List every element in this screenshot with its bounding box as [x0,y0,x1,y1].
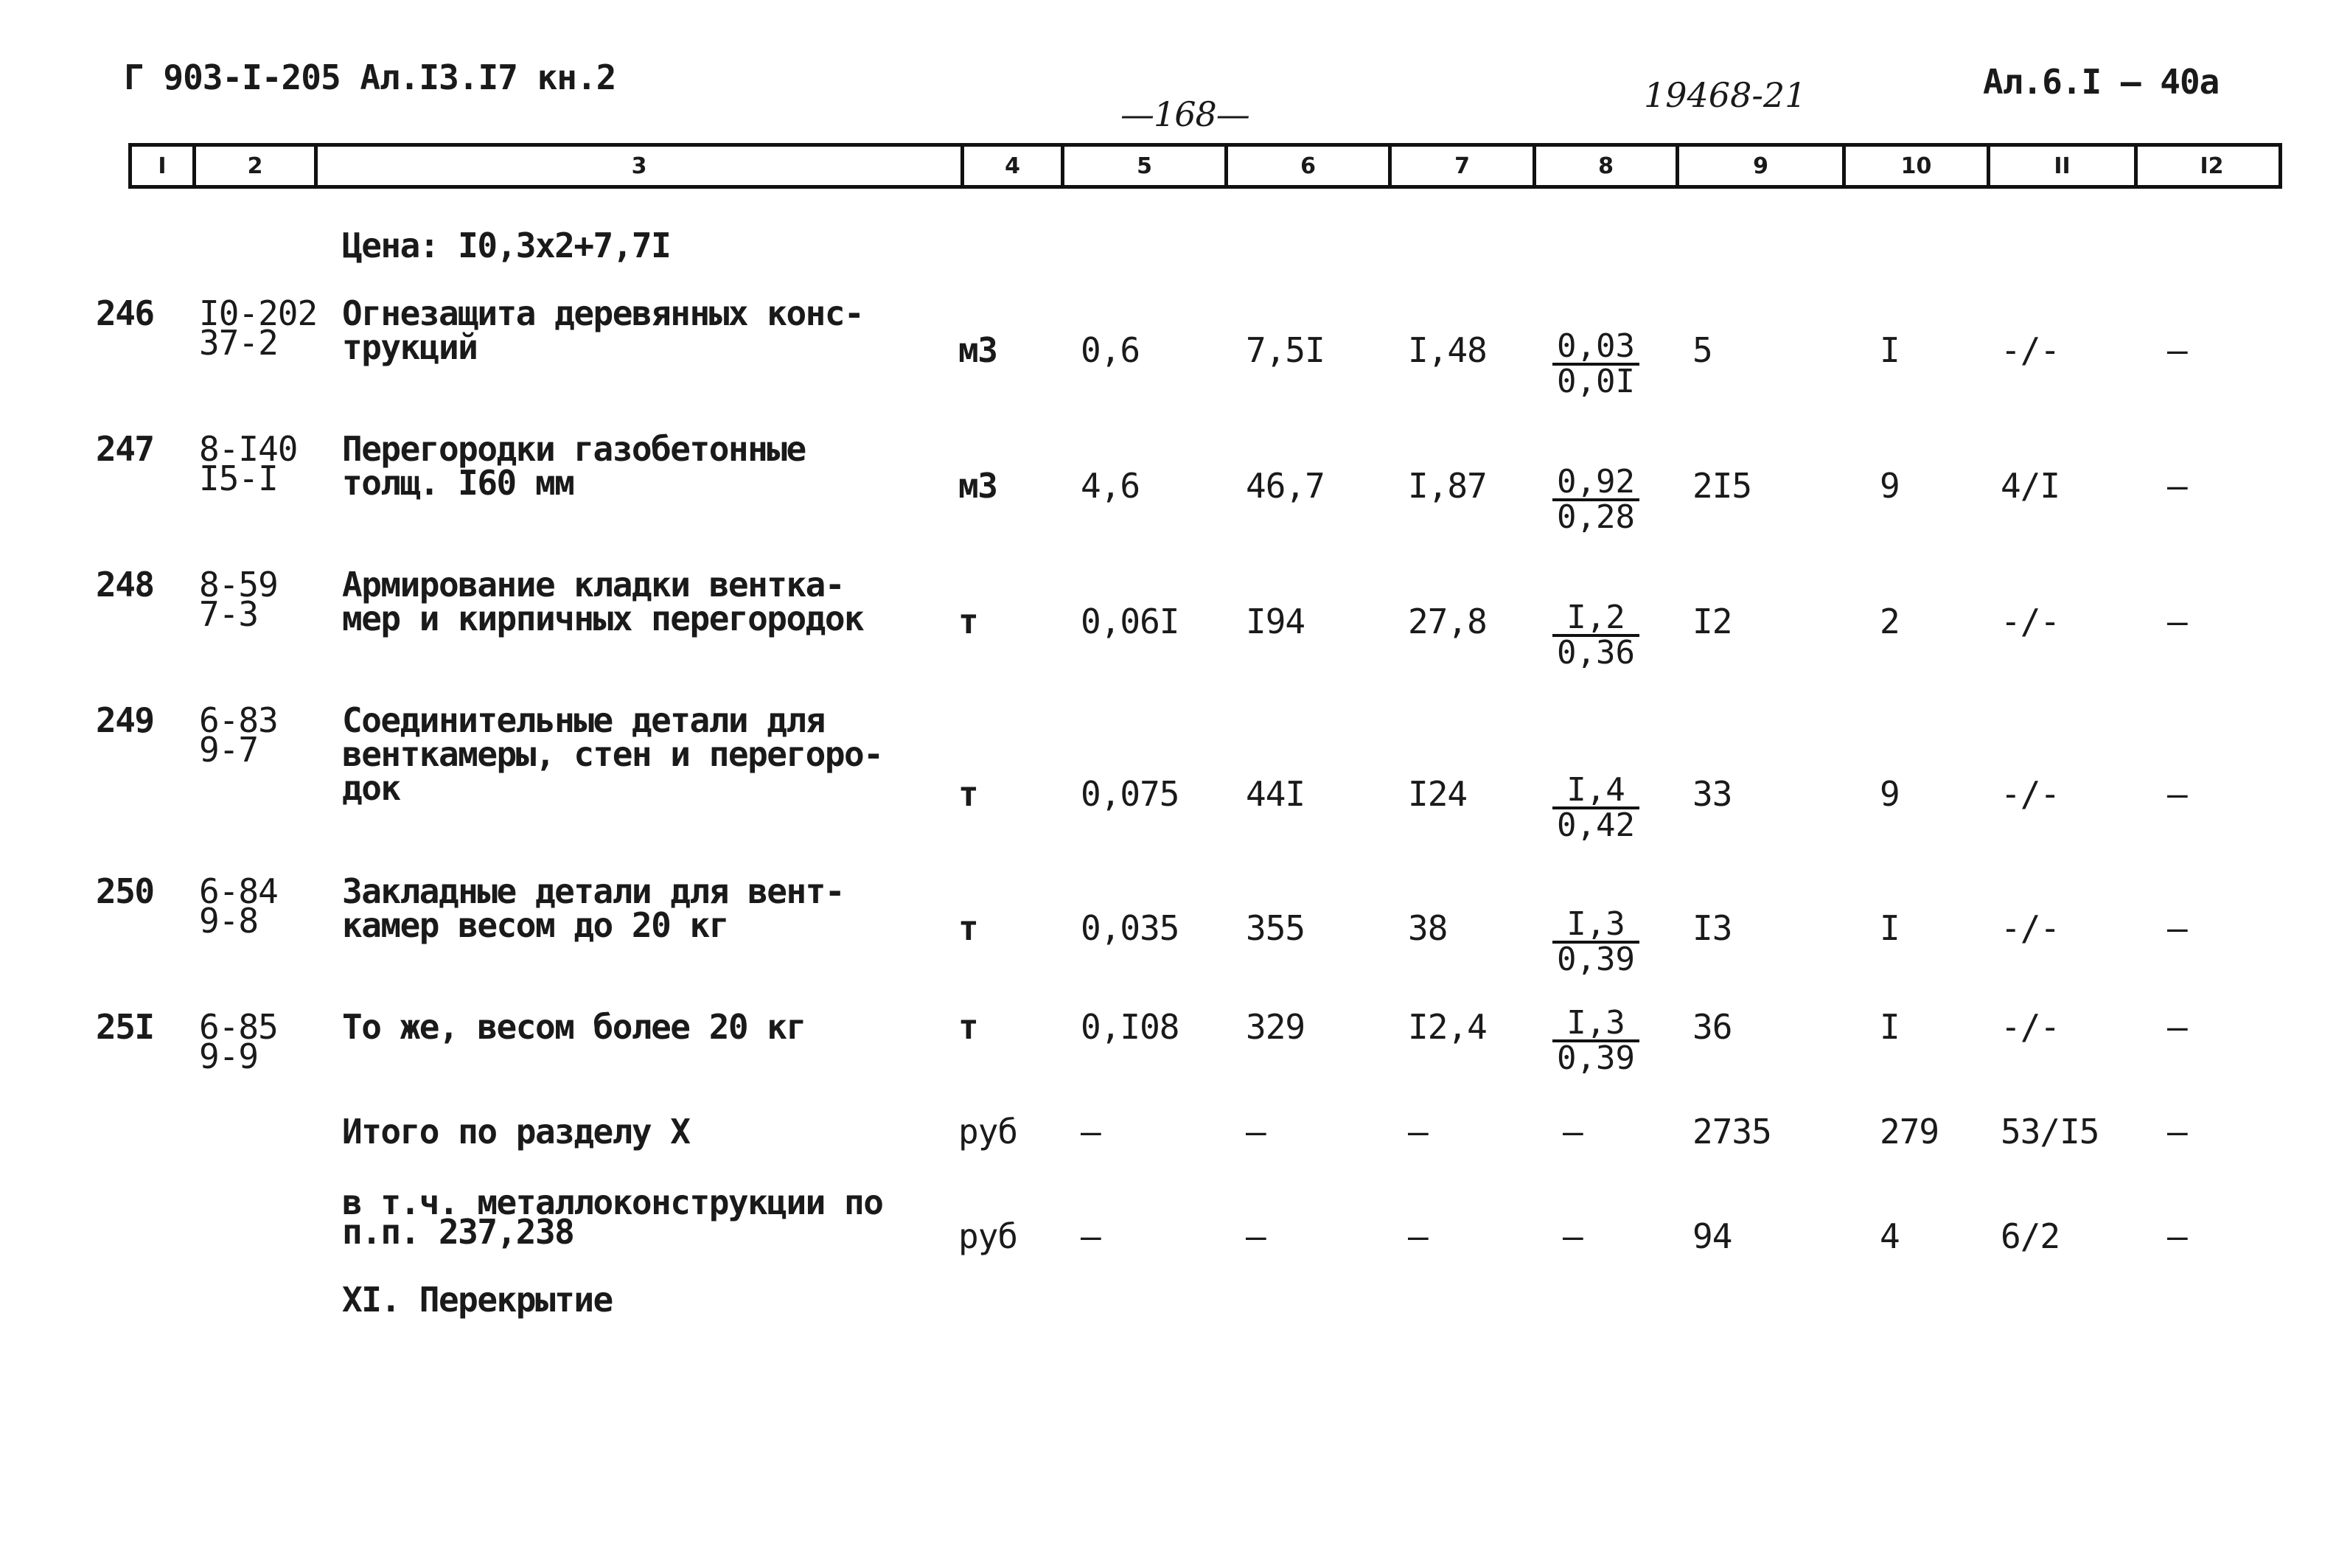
row-number: 25I [96,1007,154,1047]
col12-cell: – [2167,466,2187,506]
total-label: Итого по разделу Х [342,1112,690,1151]
document-code: Г 903-I-205 Ал.I3.I7 кн.2 [124,58,616,97]
col7-cell: – [1408,1216,1428,1256]
work-name: венткамеры, стен и перегоро- [342,734,883,774]
fraction-top: I,4 [1566,771,1625,809]
unit-cell: т [958,908,978,948]
column-number: I2 [2134,147,2286,185]
cost-cell: 36 [1692,1007,1732,1047]
norm-code: 9-7 [199,730,259,770]
col5-cell: – [1081,1216,1101,1256]
row-number: 247 [96,429,154,469]
quantity-cell: 0,035 [1081,908,1179,948]
col11-cell: -/- [2001,908,2060,948]
column-number: 4 [960,147,1061,185]
column-header-strip [128,143,2282,189]
cost-cell: 2I5 [1692,466,1752,506]
unit-cell: т [958,602,978,641]
unit-price-cell: 7,5I [1246,330,1325,370]
work-name: Перегородки газобетонные [342,429,806,469]
wage-cell: I,48 [1408,330,1487,370]
col11-cell: -/- [2001,330,2060,370]
norm-code: 37-2 [199,323,278,363]
cost-cell: I3 [1692,908,1732,948]
column-number: 9 [1676,147,1842,185]
col6-cell: – [1246,1216,1266,1256]
unit-cell: т [958,1007,978,1047]
fraction-cell [1548,905,1644,978]
col12-cell: – [2167,1007,2187,1047]
norm-code: 9-9 [199,1036,259,1076]
fraction-top: I,3 [1566,1004,1625,1042]
row-number: 250 [96,871,154,911]
fraction-cell [1548,327,1644,400]
wage-cell: 27,8 [1408,602,1487,641]
fraction-top: 0,03 [1557,327,1635,365]
wage-cell: I,87 [1408,466,1487,506]
row-number: 249 [96,700,154,740]
col10-cell: 9 [1880,774,1900,814]
work-name: трукций [342,327,478,367]
norm-code: I5-I [199,459,278,498]
col12-cell: – [2167,602,2187,641]
column-number: 2 [192,147,314,185]
fraction-cell [1548,1004,1644,1077]
unit-price-cell: 46,7 [1246,466,1325,506]
unit-price-cell: 355 [1246,908,1305,948]
col10-cell: 9 [1880,466,1900,506]
unit-cell: руб [958,1216,1018,1256]
wage-cell: 38 [1408,908,1448,948]
cost-cell: 5 [1692,330,1712,370]
cost-cell: 33 [1692,774,1732,814]
column-number: 8 [1533,147,1676,185]
col5-cell: – [1081,1112,1101,1151]
col12-cell: – [2167,1216,2187,1256]
norm-code: 8-59 [199,565,278,604]
fraction-top: 0,92 [1557,463,1635,501]
col10-cell: I [1880,908,1900,948]
fraction-top: I,2 [1566,599,1625,636]
section-title: ХI. Перекрытие [342,1280,613,1320]
unit-price-cell: 329 [1246,1007,1305,1047]
column-number: 10 [1842,147,1987,185]
quantity-cell: 4,6 [1081,466,1140,506]
work-name: То же, весом более 20 кг [342,1007,806,1047]
unit-price-cell: 44I [1246,774,1305,814]
row-number: 246 [96,293,154,333]
col12-cell: – [2167,908,2187,948]
col9-cell: 94 [1692,1216,1732,1256]
total-label: п.п. 237,238 [342,1212,574,1252]
work-name: Армирование кладки вентка- [342,565,845,604]
fraction-bottom: 0,28 [1557,498,1635,536]
page-number: —168— [1120,94,1249,134]
work-name: Закладные детали для вент- [342,871,845,911]
col11-cell: -/- [2001,602,2060,641]
norm-code: 7-3 [199,594,259,634]
unit-cell: руб [958,1112,1018,1151]
work-name: Огнезащита деревянных конс- [342,293,864,333]
work-name: док [342,768,400,808]
col7-cell: – [1408,1112,1428,1151]
norm-code: 6-85 [199,1007,278,1047]
price-note: Цена: I0,3х2+7,7I [342,226,671,265]
fraction-bottom: 0,39 [1557,941,1635,978]
col10-cell: 4 [1880,1216,1900,1256]
quantity-cell: 0,I08 [1081,1007,1179,1047]
col10-cell: 279 [1880,1112,1939,1151]
work-name: толщ. I60 мм [342,463,574,503]
wage-cell: I24 [1408,774,1468,814]
row-number: 248 [96,565,154,604]
total-label: в т.ч. металлоконструкции по [342,1182,883,1222]
col12-cell: – [2167,774,2187,814]
column-number: 6 [1224,147,1388,185]
col12-cell: – [2167,1112,2187,1151]
col8-cell: – [1563,1112,1583,1151]
cost-cell: I2 [1692,602,1732,641]
col10-cell: 2 [1880,602,1900,641]
unit-cell: м3 [958,330,997,370]
col11-cell: -/- [2001,774,2060,814]
col11-cell: 4/I [2001,466,2060,506]
fraction-cell [1548,771,1644,844]
fraction-cell [1548,599,1644,672]
unit-cell: м3 [958,466,997,506]
col9-cell: 2735 [1692,1112,1771,1151]
handwritten-number: 19468-21 [1644,75,1807,115]
wage-cell: I2,4 [1408,1007,1487,1047]
unit-cell: т [958,774,978,814]
column-number: 3 [314,147,960,185]
col10-cell: I [1880,330,1900,370]
fraction-cell [1548,463,1644,536]
work-name: Соединительные детали для [342,700,825,740]
col10-cell: I [1880,1007,1900,1047]
col11-cell: 53/I5 [2001,1112,2099,1151]
col8-cell: – [1563,1216,1583,1256]
work-name: камер весом до 20 кг [342,905,728,945]
fraction-bottom: 0,42 [1557,806,1635,844]
norm-code: 8-I40 [199,429,298,469]
fraction-bottom: 0,39 [1557,1039,1635,1077]
column-number: 7 [1388,147,1533,185]
column-number: II [1987,147,2134,185]
quantity-cell: 0,06I [1081,602,1179,641]
column-number: I [158,153,167,179]
fraction-top: I,3 [1566,905,1625,943]
quantity-cell: 0,6 [1081,330,1140,370]
unit-price-cell: I94 [1246,602,1305,641]
norm-code: 6-84 [199,871,278,911]
column-number: 5 [1061,147,1224,185]
col6-cell: – [1246,1112,1266,1151]
col12-cell: – [2167,330,2187,370]
quantity-cell: 0,075 [1081,774,1179,814]
fraction-bottom: 0,0I [1557,363,1635,400]
col11-cell: 6/2 [2001,1216,2060,1256]
norm-code: 9-8 [199,901,259,941]
sheet-code: Ал.6.I – 40а [1983,62,2220,102]
work-name: мер и кирпичных перегородок [342,599,864,638]
norm-code: 6-83 [199,700,278,740]
norm-code: I0-202 [199,293,318,333]
fraction-bottom: 0,36 [1557,634,1635,672]
col11-cell: -/- [2001,1007,2060,1047]
